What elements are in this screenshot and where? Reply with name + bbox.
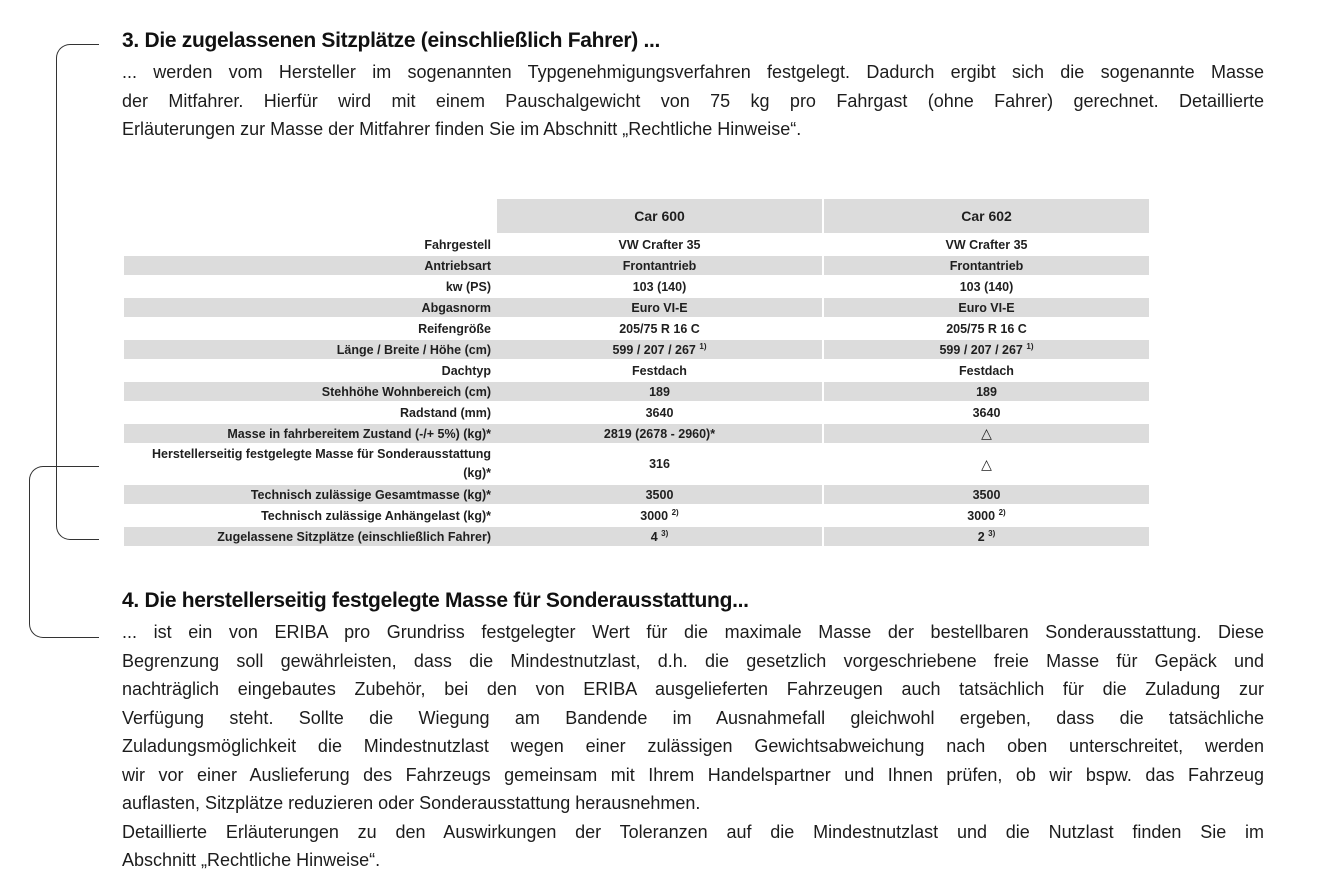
row-label: Fahrgestell <box>424 237 491 252</box>
cell-car-602: 205/75 R 16 C <box>946 321 1027 336</box>
cell-car-600: Frontantrieb <box>497 256 822 275</box>
cell-car-600: 3640 <box>645 405 674 420</box>
triangle-icon: △ <box>981 425 992 441</box>
row-label: Masse in fahrbereitem Zustand (-/+ 5%) (kg)* <box>124 424 497 443</box>
paragraph-line: der Mitfahrer. Hierfür wird mit einem Pauschalgewicht von 75 kg pro Fahrgast (ohne Fahrer) gerechnet. Detaillierte <box>122 90 1264 111</box>
row-label: Technisch zulässige Anhängelast (kg)* <box>261 508 491 523</box>
cell-car-602: 599 / 207 / 267 $^{1)}$ <box>824 340 1149 359</box>
table-row <box>124 256 1149 275</box>
table-row <box>124 485 1149 504</box>
footnote-ref: 1) <box>1026 342 1034 351</box>
bracket-section4 <box>29 466 99 638</box>
table-row <box>124 298 1149 317</box>
cell-car-602: 2 $^{3)}$ <box>824 527 1149 546</box>
row-label: Stehhöhe Wohnbereich (cm) <box>124 382 497 401</box>
table-row <box>124 424 1149 443</box>
cell-car-600: VW Crafter 35 <box>618 237 701 252</box>
paragraph-line: nachträglich eingebautes Zubehör, bei den von ERIBA ausgelieferten Fahrzeugen auch tatsächlich für die Zuladung zur <box>122 679 1264 699</box>
paragraph-line: ... ist ein von ERIBA pro Grundriss festgelegter Wert für die maximale Masse der bestellbaren Sonderausstattung. Diese <box>122 622 1264 642</box>
table-row <box>124 319 1149 338</box>
paragraph-line: Erläuterungen zur Masse der Mitfahrer finden Sie im Abschnitt „Rechtliche Hinweise“. <box>122 119 802 139</box>
row-label: Radstand (mm) <box>400 405 491 420</box>
table-row <box>124 277 1149 296</box>
paragraph-line: Zuladungsmöglichkeit die Mindestnutzlast wegen einer zulässigen Gewichtsabweichung nach oben unterschreitet, werden <box>122 736 1264 756</box>
cell-car-602: VW Crafter 35 <box>945 237 1028 252</box>
cell-car-600: Euro VI-E <box>497 298 822 317</box>
footnote-ref: 2) <box>671 508 679 517</box>
triangle-icon: △ <box>981 455 992 472</box>
header-empty-cell <box>124 199 497 233</box>
cell-car-602: 3500 <box>824 485 1149 504</box>
header-car-602: Car 602 <box>824 199 1149 233</box>
row-label: Zugelassene Sitzplätze (einschließlich Fahrer) <box>124 527 497 546</box>
paragraph-line: wir vor einer Auslieferung des Fahrzeugs gemeinsam mit Ihrem Handelspartner und Ihnen prüfen, ob wir bspw. das Fahrzeug <box>122 764 1264 785</box>
table-row <box>124 527 1149 546</box>
spec-table <box>124 197 1149 548</box>
cell-car-600: Festdach <box>632 363 687 378</box>
section4-paragraph <box>122 618 1264 875</box>
cell-car-600: 189 <box>497 382 822 401</box>
row-label: Länge / Breite / Höhe (cm) <box>124 340 497 359</box>
section3-paragraph <box>122 58 1264 144</box>
row-label: Abgasnorm <box>124 298 497 317</box>
table-row <box>124 506 1149 525</box>
section3-heading: 3. Die zugelassenen Sitzplätze (einschließlich Fahrer) ... <box>122 29 661 52</box>
cell-car-600: 3500 <box>497 485 822 504</box>
row-label: Dachtyp <box>441 363 491 378</box>
cell-car-600: 316 <box>649 457 670 471</box>
cell-car-602: Festdach <box>959 363 1014 378</box>
cell-car-600: 599 / 207 / 267 $^{1)}$ <box>497 340 822 359</box>
table-row <box>124 361 1149 380</box>
cell-car-602 <box>824 424 1149 443</box>
row-label: kw (PS) <box>445 279 491 294</box>
paragraph-line: Begrenzung soll gewährleisten, dass die Mindestnutzlast, d.h. die gesetzlich vorgeschriebene freie Masse für Gepäck und <box>122 650 1264 671</box>
row-label: Reifengröße <box>418 321 491 336</box>
cell-car-602: 189 <box>824 382 1149 401</box>
cell-car-600: 103 (140) <box>632 279 687 294</box>
footnote-ref: 3) <box>661 529 669 538</box>
cell-car-602: 103 (140) <box>959 279 1014 294</box>
cell-car-602: 3000 $^{2)}$ <box>967 508 1006 523</box>
cell-car-602 <box>824 445 1149 483</box>
paragraph-line: Detaillierte Erläuterungen zu den Auswirkungen der Toleranzen auf die Mindestnutzlast und die Nutzlast finden Sie im <box>122 821 1264 842</box>
table-row <box>124 340 1149 359</box>
table-row <box>124 235 1149 254</box>
table-row <box>124 403 1149 422</box>
paragraph-line: Verfügung steht. Sollte die Wiegung am Bandende im Ausnahmefall gleichwohl ergeben, dass die tatsächliche <box>122 707 1264 728</box>
row-label: Antriebsart <box>124 256 497 275</box>
cell-car-600: 4 $^{3)}$ <box>497 527 822 546</box>
table-header-row <box>124 199 1149 233</box>
table-row <box>124 382 1149 401</box>
cell-car-602: 3640 <box>972 405 1001 420</box>
paragraph-line: Abschnitt „Rechtliche Hinweise“. <box>122 850 381 870</box>
cell-car-600: 205/75 R 16 C <box>619 321 700 336</box>
section4-heading: 4. Die herstellerseitig festgelegte Masse für Sonderausstattung... <box>122 589 749 612</box>
row-label: Herstellerseitig festgelegte Masse für Sonderausstattung (kg)* <box>152 447 491 480</box>
cell-car-602: Euro VI-E <box>824 298 1149 317</box>
footnote-ref: 2) <box>998 508 1006 517</box>
footnote-ref: 3) <box>988 529 996 538</box>
cell-car-602: Frontantrieb <box>824 256 1149 275</box>
cell-car-600: 3000 $^{2)}$ <box>640 508 679 523</box>
paragraph-line: ... werden vom Hersteller im sogenannten Typgenehmigungsverfahren festgelegt. Dadurch ergibt sich die sogenannte Masse <box>122 62 1264 82</box>
footnote-ref: 1) <box>699 342 707 351</box>
header-car-600: Car 600 <box>497 199 822 233</box>
row-label: Technisch zulässige Gesamtmasse (kg)* <box>124 485 497 504</box>
table-row <box>124 445 1149 483</box>
paragraph-line: auflasten, Sitzplätze reduzieren oder Sonderausstattung herausnehmen. <box>122 793 701 813</box>
cell-car-600: 2819 (2678 - 2960)* <box>497 424 822 443</box>
